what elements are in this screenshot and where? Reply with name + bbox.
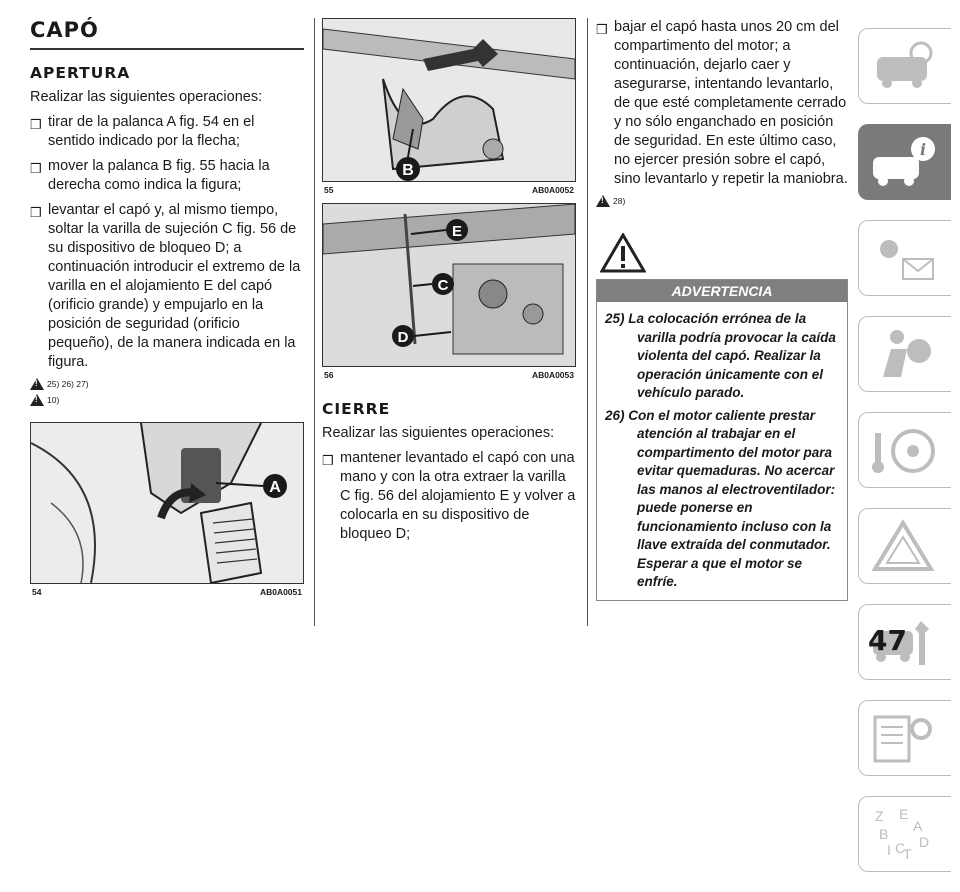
apertura-heading: APERTURA — [30, 64, 131, 82]
checkbox-bullet-icon: ❒ — [322, 453, 334, 468]
svg-text:E: E — [899, 807, 909, 822]
apertura-intro: Realizar las siguientes operaciones: — [30, 89, 263, 105]
section-title: CAPÓ — [30, 18, 99, 42]
warning-note-ref: ! 25) 26) 27) — [30, 378, 304, 390]
checkbox-bullet-icon: ❒ — [30, 161, 42, 176]
warning-lights-icon — [869, 231, 939, 285]
svg-text:T: T — [903, 846, 912, 861]
figure-code: AB0A0053 — [531, 370, 574, 380]
cierre-step: ❒ mantener levantado el capó con una mano y con la otra extraer la varilla C fig. 56 del alojamiento E y volver a colocarla en su dispositivo de bloqueo D; — [322, 450, 576, 542]
tab-emergency[interactable] — [858, 508, 951, 584]
warning-note-ref: ! 10) — [30, 394, 304, 406]
column-2 — [322, 18, 576, 550]
svg-text:A: A — [913, 818, 923, 834]
svg-text:C: C — [895, 840, 906, 856]
car-info-icon — [869, 135, 939, 189]
checkbox-bullet-icon: ❒ — [596, 22, 608, 37]
warning-item: 26) Con el motor caliente prestar atención al trabajar en el compartimento del motor para evitar quemaduras. No acercar las manos al electroventilador: puede ponerse en funcionamiento incluso con la llave extraída del conmutador. Esperar a que el motor se enfríe. — [605, 407, 836, 589]
cierre-step: ❒ bajar el capó hasta unos 20 cm del compartimento del motor; a continuación, dejarlo caer y asegurarse, intentando levantarlo, de que esté completamente cerrado y no sólo enganchado en posición de seguridad. En este último caso, no ejercer presión sobre el capó, sino levantarlo y repetir la maniobra. — [596, 19, 848, 187]
warning-box — [596, 233, 848, 601]
column-3 — [596, 18, 848, 601]
cierre-intro: Realizar las siguientes operaciones: — [322, 425, 555, 441]
steering-wheel-icon — [869, 423, 939, 477]
checkbox-bullet-icon: ❒ — [30, 205, 42, 220]
hood-lever-illustration — [31, 423, 303, 583]
column-1 — [30, 18, 304, 597]
checkbox-bullet-icon: ❒ — [30, 117, 42, 132]
figure-caption — [322, 182, 576, 195]
apertura-step: ❒ levantar el capó y, al mismo tiempo, soltar la varilla de sujeción C fig. 56 de su dispositivo de bloqueo D; a continuación introducir el extremo de la varilla en el alojamiento E del capó (orificio grande) y empujarlo en la posición de seguridad (orificio pequeño), de la manera indicada en la figura. — [30, 202, 301, 370]
tab-dashboard[interactable] — [858, 28, 951, 104]
caution-triangle-icon — [30, 394, 44, 406]
tab-safety[interactable] — [858, 316, 951, 392]
figure-code: AB0A0052 — [531, 185, 574, 195]
page-number: 47 — [868, 624, 907, 657]
figure-label-a: A — [269, 479, 281, 496]
warning-title: ADVERTENCIA — [597, 280, 847, 302]
title-rule — [30, 48, 304, 50]
column-divider — [314, 18, 315, 626]
warning-triangle-icon — [869, 519, 939, 573]
tab-warning-lights[interactable] — [858, 220, 951, 296]
hood-latch-illustration — [323, 19, 575, 181]
cierre-heading: CIERRE — [322, 400, 391, 418]
figure-number: 56 — [324, 370, 334, 380]
alphabetical-index-icon — [869, 807, 939, 861]
figure-label-e: E — [451, 223, 463, 240]
caution-triangle-icon — [596, 195, 610, 207]
tab-technical-data[interactable] — [858, 700, 951, 776]
large-warning-triangle-icon — [600, 233, 646, 273]
svg-text:D: D — [919, 834, 930, 850]
figure-label-b: B — [402, 162, 414, 179]
caution-triangle-icon — [30, 378, 44, 390]
tab-car-info[interactable] — [858, 124, 951, 200]
apertura-step: ❒ tirar de la palanca A fig. 54 en el sentido indicado por la flecha; — [30, 114, 255, 149]
svg-text:B: B — [879, 826, 889, 842]
svg-text:I: I — [887, 842, 891, 858]
technical-data-icon — [869, 711, 939, 765]
warning-item: 25) La colocación errónea de la varilla podría provocar la caída violenta del capó. Realizar la operación únicamente con el vehículo parado. — [605, 311, 836, 400]
figure-caption — [30, 584, 304, 597]
figure-55 — [322, 18, 576, 195]
figure-number: 54 — [32, 587, 42, 597]
car-dashboard-icon — [869, 39, 939, 93]
svg-text:i: i — [919, 140, 927, 159]
tab-driving[interactable] — [858, 412, 951, 488]
chapter-tabs — [858, 28, 960, 892]
warning-note-ref: ! 28) — [596, 195, 848, 207]
tab-index[interactable] — [858, 796, 951, 872]
airbag-safety-icon — [869, 327, 939, 381]
figure-code: AB0A0051 — [259, 587, 302, 597]
figure-label-c: C — [437, 277, 449, 294]
hood-prop-rod-illustration — [323, 204, 575, 366]
figure-number: 55 — [324, 185, 334, 195]
figure-54 — [30, 422, 304, 597]
figure-56 — [322, 203, 576, 380]
figure-label-d: D — [397, 329, 409, 346]
figure-caption — [322, 367, 576, 380]
apertura-step: ❒ mover la palanca B fig. 55 hacia la derecha como indica la figura; — [30, 158, 270, 193]
column-divider — [587, 18, 588, 626]
svg-text:Z: Z — [875, 808, 884, 824]
